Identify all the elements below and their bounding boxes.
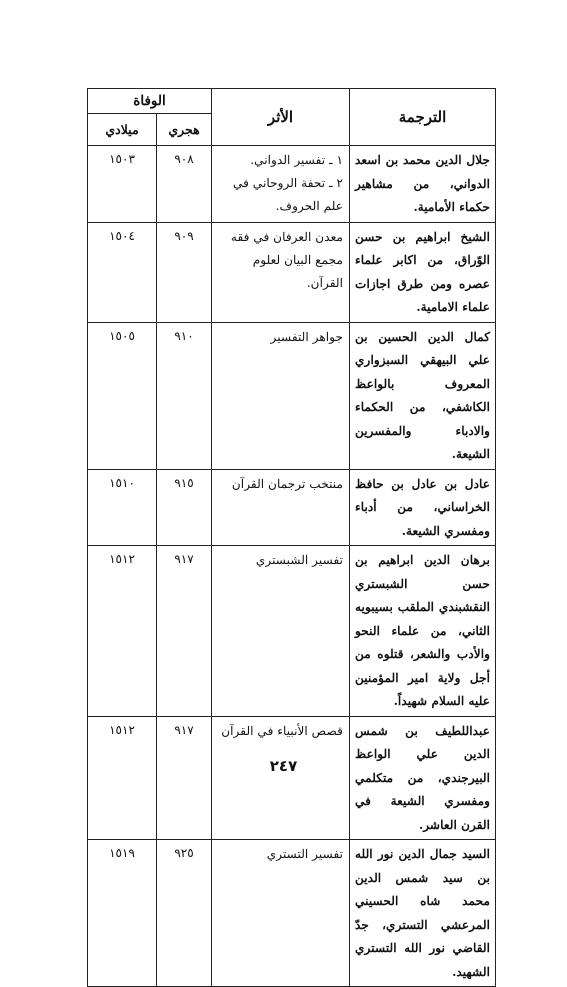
- work-item: ١ ـ تفسير الدواني.: [250, 153, 344, 167]
- gregorian-cell: ١٥١٢: [88, 546, 157, 717]
- page-number: ٢٤٧: [269, 757, 298, 775]
- table-row: [88, 146, 496, 223]
- bio-cell: عبداللطيف بن شمس الدين علي الواعظ البيرجندي، من متكلمي ومفسري الشيعة في القرن العاشر.: [350, 716, 496, 840]
- works-cell: [212, 469, 350, 546]
- gregorian-cell: ١٥٠٥: [88, 322, 157, 469]
- bio-cell: برهان الدين ابراهيم بن حسن الشبستري النقشبندي الملقب بسيبويه الثاني، من علماء النحو والأدب والشعر، قتلوه من أجل ولاية امير المؤمنين عليه السلام شهيداً.: [350, 546, 496, 717]
- table-row: [88, 222, 496, 322]
- table-row: [88, 469, 496, 546]
- table-row: [88, 322, 496, 469]
- works-cell: [212, 840, 350, 987]
- table-row: [88, 546, 496, 717]
- bio-cell: عادل بن عادل بن حافظ الخراساني، من أدباء ومفسري الشيعة.: [350, 469, 496, 546]
- hijri-cell: ٩١٠: [157, 322, 212, 469]
- bio-cell: الشيخ ابراهيم بن حسن الوّراق، من اكابر علماء عصره ومن طرق اجازات علماء الامامية.: [350, 222, 496, 322]
- work-item: ٢ ـ تحفة الروحاني في علم الحروف.: [232, 176, 344, 213]
- bio-cell: جلال الدين محمد بن اسعد الدواني، من مشاهير حكماء الأمامية.: [350, 146, 496, 223]
- hijri-cell: ٩٠٨: [157, 146, 212, 223]
- hijri-cell: ٩٢٥: [157, 840, 212, 987]
- header-gregorian: ميلادي: [88, 114, 157, 146]
- gregorian-cell: ١٥١٢: [88, 716, 157, 840]
- biography-table: [87, 88, 496, 987]
- gregorian-cell: ١٥٠٣: [88, 146, 157, 223]
- header-hijri: هجري: [157, 114, 212, 146]
- header-death: الوفاة: [88, 89, 212, 114]
- work-item: تفسير التستري: [266, 847, 344, 861]
- table-row: [88, 716, 496, 840]
- gregorian-cell: ١٥٠٤: [88, 222, 157, 322]
- work-item: تفسير الشبستري: [255, 553, 344, 567]
- table-row: [88, 840, 496, 987]
- work-item: معدن العرفان في فقه مجمع البيان لعلوم القرآن.: [230, 229, 344, 290]
- works-cell: [212, 546, 350, 717]
- hijri-cell: ٩١٧: [157, 716, 212, 840]
- work-item: قصص الأنبياء في القرآن: [221, 723, 344, 738]
- gregorian-cell: ١٥١٩: [88, 840, 157, 987]
- works-cell: [212, 716, 350, 840]
- gregorian-cell: ١٥١٠: [88, 469, 157, 546]
- work-item: جواهر التفسير: [270, 329, 344, 344]
- header-bio: الترجمة: [350, 89, 496, 146]
- hijri-cell: ٩١٧: [157, 546, 212, 717]
- works-cell: [212, 322, 350, 469]
- bio-cell: كمال الدين الحسين بن علي البيهقي السبزواري المعروف بالواعظ الكاشفي، من الحكماء والادباء والمفسرين الشيعة.: [350, 322, 496, 469]
- hijri-cell: ٩٠٩: [157, 222, 212, 322]
- header-works: الأثر: [212, 89, 350, 146]
- hijri-cell: ٩١٥: [157, 469, 212, 546]
- work-item: منتخب ترجمان القرآن: [231, 476, 344, 491]
- bio-cell: السيد جمال الدين نور الله بن سيد شمس الدين محمد شاه الحسيني المرعشي التستري، جدّ القاضي نور الله التستري الشهيد.: [350, 840, 496, 987]
- works-cell: [212, 146, 350, 223]
- works-cell: [212, 222, 350, 322]
